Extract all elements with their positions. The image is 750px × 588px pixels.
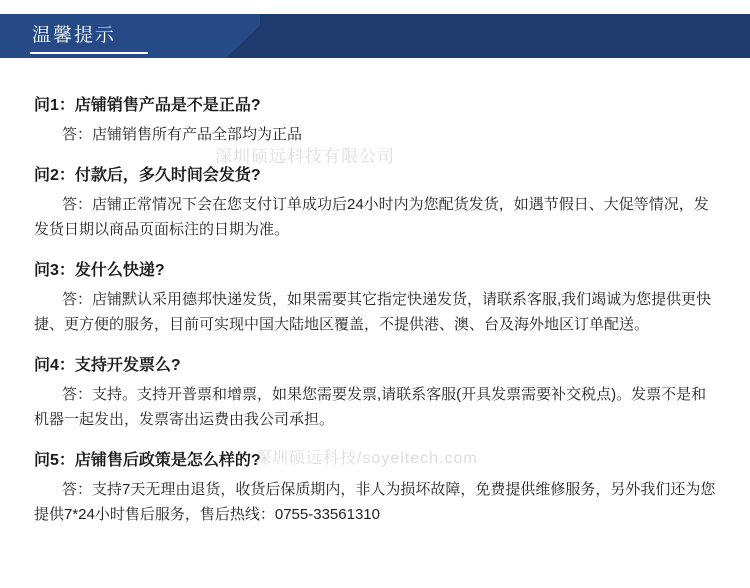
faq-answer: 答：店铺正常情况下会在您支付订单成功后24小时内为您配货发货，如遇节假日、大促等情况，发发货日期以商品页面标注的日期为准。	[34, 196, 709, 238]
title-underline	[30, 52, 148, 54]
watermark-site: 深圳硕远科技/soyeltech.com	[255, 450, 478, 467]
faq-item	[34, 354, 716, 432]
faq-question: 问2：付款后，多久时间会发货?	[34, 167, 261, 184]
faq-answer: 答：支持7天无理由退货，收货后保质期内，非人为损坏故障，免费提供维修服务，另外我们还为您提供7*24小时售后服务，售后热线：0755-33561310	[34, 481, 716, 523]
faq-question: 问4：支持开发票么?	[34, 357, 181, 374]
faq-answer: 答：店铺默认采用德邦快递发货，如果需要其它指定快递发货，请联系客服,我们竭诚为您提供更快捷、更方便的服务，目前可实现中国大陆地区覆盖，不提供港、澳、台及海外地区订单配送。	[34, 291, 712, 333]
faq-question: 问5：店铺售后政策是怎么样的?	[34, 452, 261, 469]
faq-question: 问3：发什么快递?	[34, 262, 165, 279]
faq-item	[34, 94, 716, 147]
faq-list	[0, 68, 750, 527]
faq-item	[34, 449, 716, 527]
header-diagonal-shape	[226, 14, 272, 58]
faq-item	[34, 164, 716, 242]
faq-item	[34, 259, 716, 337]
faq-answer: 答：店铺销售所有产品全部均为正品	[62, 126, 303, 143]
page-title: 温馨提示	[32, 25, 117, 46]
page-header	[0, 0, 750, 68]
faq-answer: 答：支持。支持开普票和增票，如果您需要发票,请联系客服(开具发票需要补交税点)。发票不是和机器一起发出，发票寄出运费由我公司承担。	[34, 386, 707, 428]
faq-question: 问1：店铺销售产品是不是正品?	[34, 97, 261, 114]
watermark-company: 深圳硕远科技有限公司	[215, 147, 395, 166]
